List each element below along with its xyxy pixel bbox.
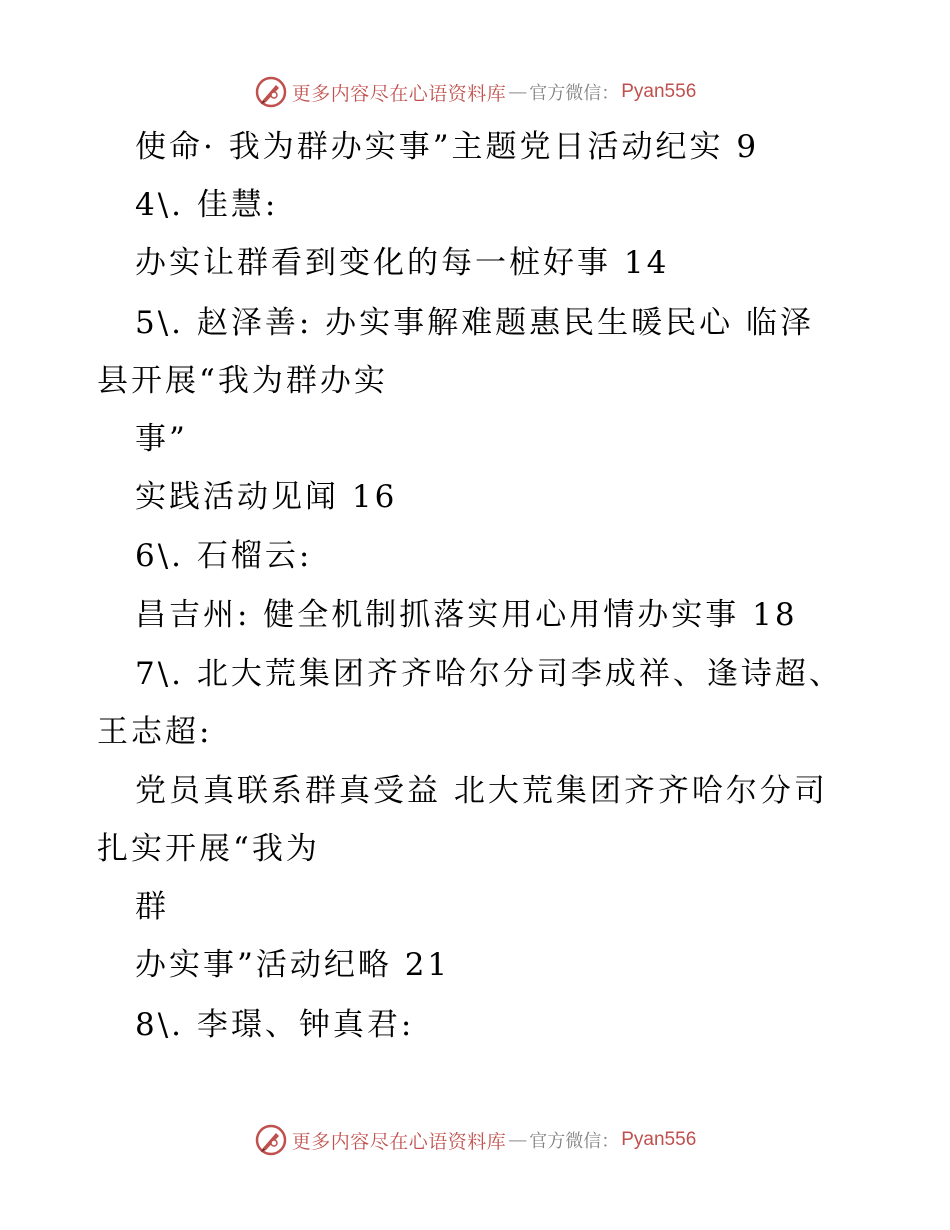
banner-separator: — xyxy=(508,81,528,103)
text-line: 办实事”活动纪略 21 xyxy=(135,947,451,983)
banner-text: 更多内容尽在心语资料库 xyxy=(291,1130,507,1153)
pen-logo-icon xyxy=(254,1123,288,1157)
text-line: 扎实开展“我为 xyxy=(97,831,320,867)
text-line: 事” xyxy=(135,421,188,457)
pen-logo-icon xyxy=(254,75,288,109)
banner-wechat-id: Pyan556 xyxy=(621,1129,697,1150)
footer-banner xyxy=(0,1120,950,1160)
text-line: 5\. 赵泽善: 办实事解难题惠民生暖民心 临泽 xyxy=(135,305,815,341)
text-line: 昌吉州: 健全机制抓落实用心用情办实事 18 xyxy=(135,597,798,633)
text-line: 6\. 石榴云: xyxy=(135,538,313,574)
banner-wechat-label: 官方微信： xyxy=(529,1131,620,1152)
text-line: 8\. 李璟、钟真君: xyxy=(135,1007,415,1043)
text-line: 王志超: xyxy=(97,714,213,750)
text-line: 实践活动见闻 16 xyxy=(135,479,398,515)
text-line: 办实让群看到变化的每一桩好事 14 xyxy=(135,245,670,281)
text-line: 党员真联系群真受益 北大荒集团齐齐哈尔分司 xyxy=(135,773,828,809)
text-line: 县开展“我为群办实 xyxy=(97,363,388,399)
text-line: 群 xyxy=(135,889,169,925)
banner-text: 更多内容尽在心语资料库 xyxy=(291,82,507,105)
text-line: 使命· 我为群办实事”主题党日活动纪实 9 xyxy=(135,129,760,165)
banner-separator: — xyxy=(508,1129,528,1151)
text-line: 4\. 佳慧: xyxy=(135,187,279,223)
banner-wechat-id: Pyan556 xyxy=(621,81,697,102)
banner-wechat-label: 官方微信： xyxy=(529,83,620,104)
text-line: 7\. 北大荒集团齐齐哈尔分司李成祥、逢诗超、 xyxy=(135,656,843,692)
header-banner xyxy=(0,72,950,112)
